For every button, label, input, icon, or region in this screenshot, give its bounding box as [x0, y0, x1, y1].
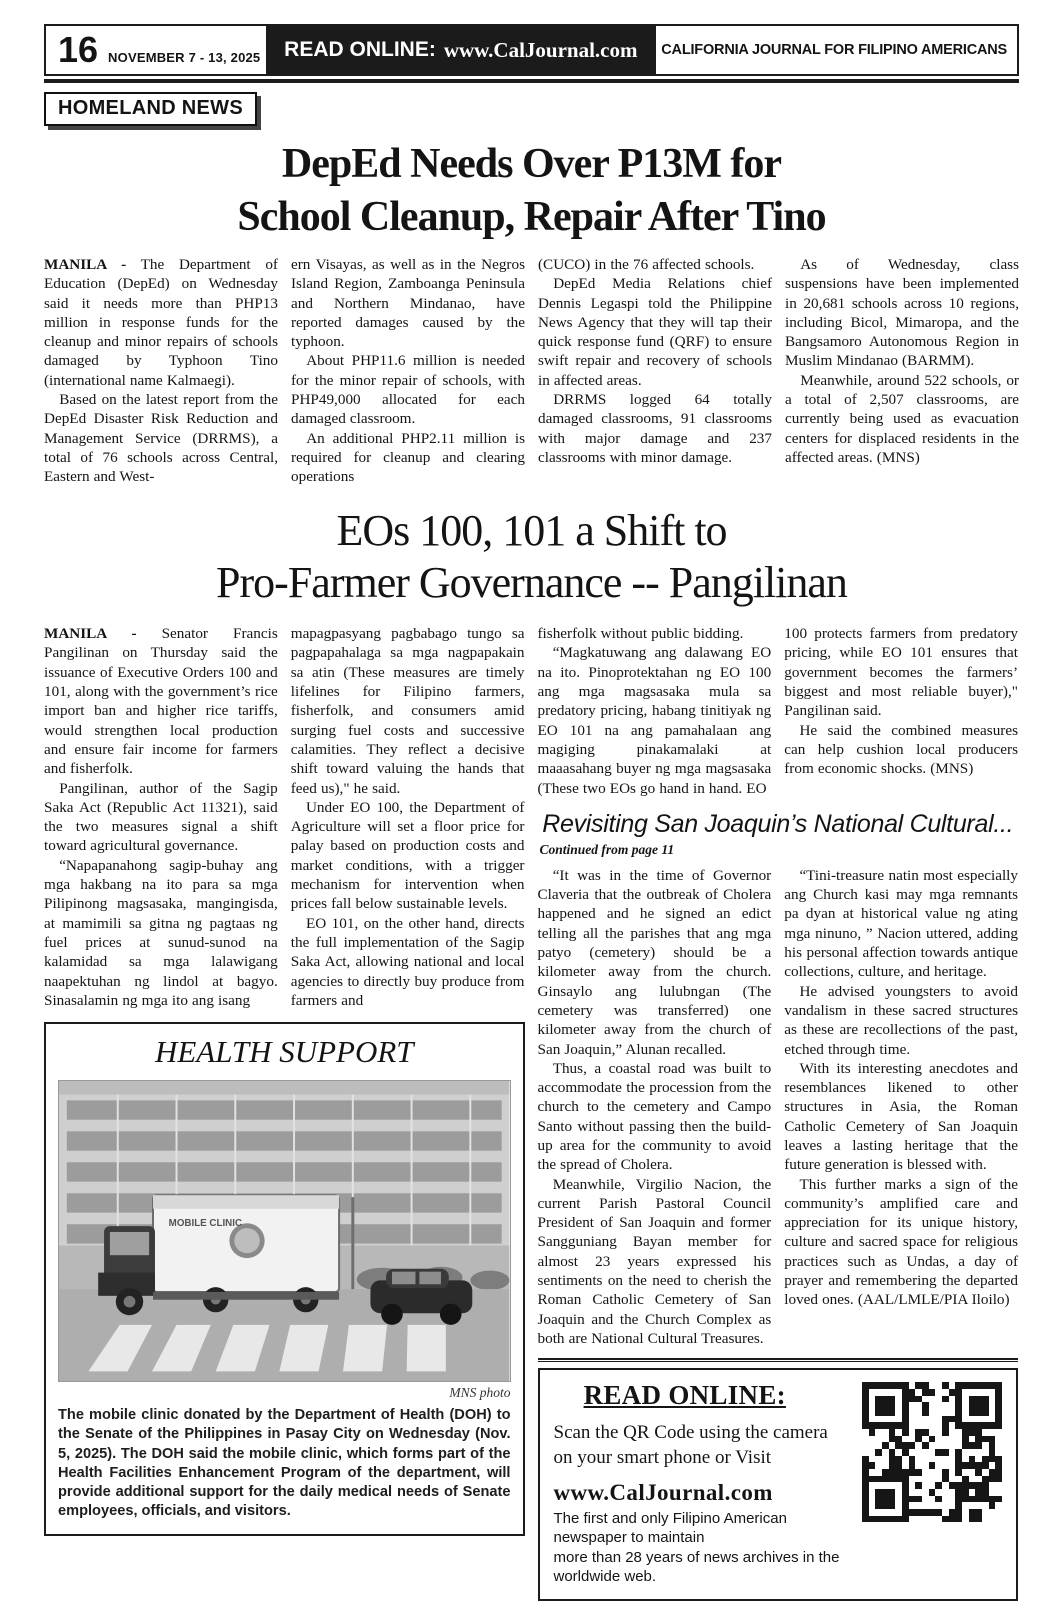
article1-body	[44, 255, 1019, 487]
tagline-line1: The first and only Filipino American newspaper to maintain	[553, 1509, 787, 1547]
paragraphs	[538, 255, 772, 467]
lead-paragraph	[44, 255, 278, 390]
article2-headline-line2: Pro-Farmer Governance -- Pangilinan	[216, 558, 847, 608]
article1-headline	[44, 138, 1019, 243]
dateline-lead: MANILA -	[44, 256, 127, 273]
article2-col3	[538, 624, 772, 798]
paragraph: An additional PHP2.11 million is required for cleanup and clearing operations	[291, 429, 525, 486]
lead-paragraph	[44, 624, 278, 778]
paragraphs	[784, 624, 1018, 778]
article2-col1	[44, 624, 278, 1010]
paragraph: Thus, a coastal road was built to accommodate the procession from the church to the cemetery and Campo Santo without passing then the build-up area for the community to avoid the spread of Cholera.	[537, 1059, 772, 1174]
paragraphs	[44, 779, 278, 1011]
paragraph: EO 101, on the other hand, directs the full implementation of the Sagip Saka Act, allowing national and local agencies to directly buy produce from farmers and	[290, 914, 525, 1009]
article1-col1	[44, 255, 278, 487]
lower-right	[538, 624, 1019, 1601]
paragraphs	[785, 255, 1019, 467]
tagline-line2: more than 28 years of news archives in the worldwide web.	[553, 1548, 840, 1586]
paragraph: Pangilinan, author of the Sagip Saka Act (Republic Act 11321), said the two measures signal a shift toward agricultural governance.	[44, 779, 278, 855]
article2-right-cols	[538, 624, 1019, 798]
paragraphs	[44, 390, 278, 486]
continued-col1	[538, 866, 772, 1348]
paragraph: About PHP11.6 million is needed for the minor repair of schools, with PHP49,000 allocated for each damaged classroom.	[291, 352, 525, 428]
paragraph: (CUCO) in the 76 affected schools.	[538, 256, 755, 273]
mobile-clinic-photo	[58, 1080, 511, 1382]
paragraphs	[291, 624, 525, 1010]
paragraph: Meanwhile, around 522 schools, or a total of 2,507 classrooms, are currently being used as evacuation centers for displaced residents in the affected areas. (MNS)	[785, 371, 1019, 466]
article1-headline-line2: School Cleanup, Repair After Tino	[237, 193, 826, 240]
photo-credit: MNS photo	[449, 1385, 511, 1401]
paragraph: DRRMS logged 64 totally damaged classrooms, 91 classrooms with major damage and 237 classrooms with minor damage.	[538, 391, 772, 466]
read-online-label: READ ONLINE:	[284, 38, 436, 61]
article2-col4	[784, 624, 1018, 798]
paragraph: fisherfolk without public bidding.	[537, 625, 744, 643]
masthead: CALIFORNIA JOURNAL FOR FILIPINO AMERICANS	[661, 42, 1007, 58]
read-online-banner	[266, 26, 655, 74]
truck-label: MOBILE CLINIC	[168, 1218, 243, 1230]
article1-col3	[538, 255, 772, 487]
paragraph: “Magkatuwang ang dalawang EO na ito. Pinoprotektahan ng EO 100 ang mga magsasaka mula sa predatory pricing, habang tinitiyak ng EO 101 na ang pamahalaan ang magiging pinakamalaki at maaasahang buyer ng mga magsasaka (These two EOs go hand in hand. EO	[537, 644, 772, 797]
scan-instruction-line1: Scan the QR Code using the camera	[553, 1422, 828, 1444]
qr-code	[862, 1382, 1002, 1522]
lead-text: The Department of Education (DepEd) on Wednesday said it needs more than PHP13 million in response funds for the cleanup and minor repairs of schools damaged by Typhoon Tino (international name Kalmaegi).	[44, 256, 278, 389]
article2-headline	[44, 505, 1019, 611]
paragraph: As of Wednesday, class suspensions have been implemented in 20,681 schools across 10 regions, including Bicol, Mimaropa, and the Bangsamoro Autonomous Region in Muslim Mindanao (BARMM).	[785, 256, 1019, 370]
lower-left	[44, 624, 525, 1601]
scan-instruction-line2: on your smart phone or Visit	[553, 1446, 772, 1468]
paragraph: “It was in the time of Governor Claveria that the outbreak of Cholera happened and he signed an edict telling all the parishes that ang mga patyo (cemetery) should be a kilometer away from the church. Ginsaylo ang lulubngan (The cemetery was transferred) one kilometer away from the church of San Joaquin,” Alunan recalled.	[537, 866, 772, 1058]
section-label-homeland-news: HOMELAND NEWS	[44, 92, 257, 126]
paragraph: “Napapanahong sagip-buhay ang mga hakbang na ito para sa mga Pilipinong magsasaka, mangingisda, at mamimili sa gitna ng pagtaas ng fuel prices at sunud-sunod na kalamidad sa mga lalawigang naapektuhan ng lindol at bagyo. Sinasalamin ng mga ito ang isang	[44, 856, 278, 1009]
paragraphs	[538, 624, 772, 798]
paragraph: Under EO 100, the Department of Agriculture will set a floor price for palay based on production costs and market conditions, with a trigger mechanism for intervention when prices fall below sustainable levels.	[290, 798, 525, 913]
continued-article-headline: Revisiting San Joaquin’s National Cultural...	[542, 809, 1014, 838]
read-online-box-title: READ ONLINE:	[583, 1380, 786, 1411]
paragraphs	[291, 255, 525, 487]
paragraphs	[784, 866, 1018, 1310]
dateline-lead: MANILA -	[44, 625, 137, 643]
paragraph: Based on the latest report from the DepEd Disaster Risk Reduction and Management Service (DRRMS), a total of 76 schools across Central, Eastern and West-	[44, 391, 278, 486]
website-url: www.CalJournal.com	[553, 1479, 773, 1505]
paragraph: 100 protects farmers from predatory pricing, while EO 101 ensures that government becomes the farmers’ biggest and most reliable buyer)," Pangilinan said.	[784, 625, 1018, 720]
continued-col2	[784, 866, 1018, 1348]
health-support-box	[44, 1022, 525, 1536]
paragraph: ern Visayas, as well as in the Negros Island Region, Zamboanga Peninsula and Northern Mindanao, have reported damages caused by the typhoon.	[291, 256, 525, 351]
continued-article-cols	[538, 866, 1019, 1348]
paragraphs	[538, 866, 772, 1348]
read-online-url: www.CalJournal.com	[443, 37, 638, 62]
read-online-box	[538, 1368, 1019, 1601]
mobile-clinic-photo-art	[59, 1081, 510, 1381]
read-online-text	[554, 1380, 847, 1587]
paragraph: Meanwhile, Virgilio Nacion, the current Parish Pastoral Council President of San Joaquin and former Sangguniang Bayan member for almost 23 years expressed his sentiments on the need to cherish the Roman Catholic Cemetery of San Joaquin and the Church Complex as both are National Cultural Treasures.	[537, 1175, 772, 1347]
paragraph: DepEd Media Relations chief Dennis Legaspi told the Philippine News Agency that they will tap their quick response fund (QRF) to ensure swift repair and recovery of schools in affected areas.	[538, 275, 772, 389]
paragraph: “Tini-treasure natin most especially ang Church kasi may mga remnants pa dyan at historical value ng ating mga ninuno, ” Nacion uttered, adding his personal affection towards antique collections, culture, and heritage.	[784, 866, 1018, 981]
paragraph: He said the combined measures can help cushion local producers from economic shocks. (MNS)	[784, 721, 1018, 778]
continued-from-note: Continued from page 11	[539, 841, 675, 857]
photo-caption: The mobile clinic donated by the Department of Health (DOH) to the Senate of the Philippines in Pasay City on Wednesday (Nov. 5, 2025). The DOH said the mobile clinic, which forms part of the Health Facilities Enhancement Program of the department, will provide additional support for the daily medical needs of Senate employees, officials, and visitors.	[58, 1407, 511, 1520]
article1-col2	[291, 255, 525, 487]
lead-text: Senator Francis Pangilinan on Thursday said the issuance of Executive Orders 100 and 101, along with the government’s rice import ban and higher rice tariffs, would strengthen local production and ensure fair income for farmers and fisherfolk.	[44, 625, 278, 778]
lower-region	[44, 624, 1019, 1601]
page-header	[44, 24, 1019, 76]
health-box-title: HEALTH SUPPORT	[154, 1034, 414, 1070]
paragraph: With its interesting anecdotes and resemblances likened to other structures in Asia, the Roman Catholic Cemetery of San Joaquin leaves a lasting heritage that the future generation is blessed with.	[784, 1059, 1018, 1174]
article2-left-cols	[44, 624, 525, 1010]
article2-headline-line1: EOs 100, 101 a Shift to	[336, 505, 727, 555]
article1-col4	[785, 255, 1019, 487]
article2-col2	[291, 624, 525, 1010]
header-rule	[44, 79, 1019, 83]
paragraph: This further marks a sign of the community’s amplified care and appreciation for its unique history, culture and sacred space for religious practices such as Undas, a day of prayer and remembering the departed loved ones. (AAL/LMLE/PIA Iloilo)	[784, 1175, 1018, 1309]
paragraph: He advised youngsters to avoid vandalism in these sacred structures as these are recollections of the past, etched through time.	[784, 982, 1018, 1058]
page-number: 16	[58, 29, 99, 70]
article-end-rule	[538, 1358, 1019, 1362]
tagline	[554, 1509, 847, 1587]
article1-headline-line1: DepEd Needs Over P13M for	[281, 141, 782, 187]
page-number-date	[46, 29, 261, 70]
paragraph: mapagpasyang pagbabago tungo sa pagpapahalaga sa mga nagpapakain sa atin (These measures are timely lifelines for Filipino farmers, fisherfolk, and consumers amid surging fuel costs and successive calamities. They reflect a decisive shift toward valuing the hands that feed us)," he said.	[290, 625, 525, 797]
issue-date: NOVEMBER 7 - 13, 2025	[108, 50, 261, 65]
